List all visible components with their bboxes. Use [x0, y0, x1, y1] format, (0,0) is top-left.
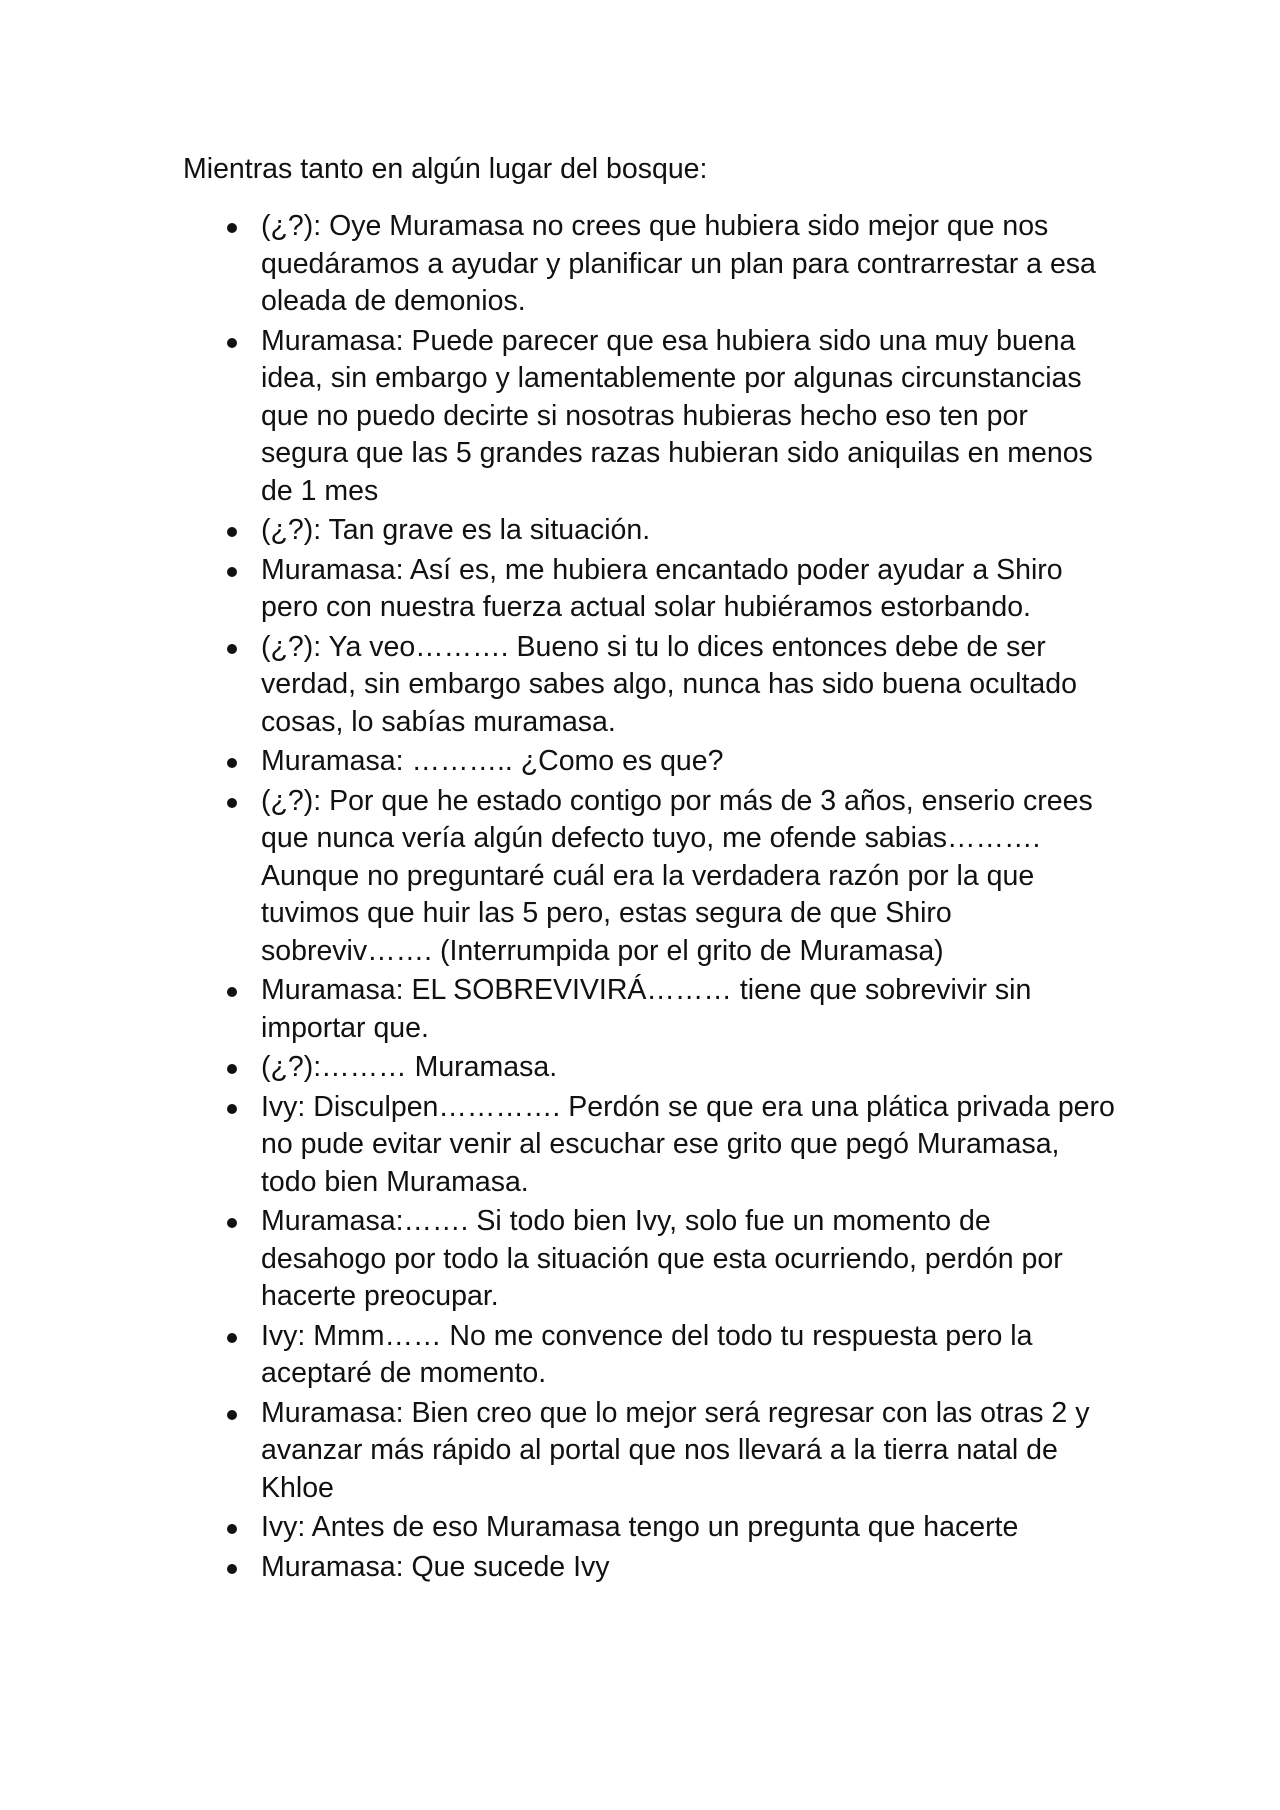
dialogue-text: Muramasa: Bien creo que lo mejor será regresar con las otras 2 y avanzar más rápido al portal que nos llevará a la tierra natal de Khloe — [261, 1396, 1090, 1504]
bullet-icon — [227, 567, 237, 577]
dialogue-line — [0, 743, 1121, 781]
bullet-icon — [227, 1410, 237, 1420]
bullet-icon — [227, 987, 237, 997]
bullet-icon — [227, 798, 237, 808]
dialogue-line — [0, 208, 1121, 321]
dialogue-line — [0, 323, 1121, 511]
dialogue-text: (¿?): Oye Muramasa no crees que hubiera sido mejor que nos quedáramos a ayudar y planificar un plan para contrarrestar a esa oleada de demonios. — [261, 210, 1096, 317]
dialogue-line — [0, 1203, 1121, 1316]
dialogue-text: Ivy: Antes de eso Muramasa tengo un pregunta que hacerte — [261, 1511, 1019, 1543]
dialogue-line — [0, 783, 1121, 971]
dialogue-line — [0, 1549, 1121, 1587]
dialogue-text: Muramasa: Que sucede Ivy — [261, 1550, 610, 1583]
bullet-icon — [227, 1064, 237, 1074]
dialogue-line — [0, 512, 1121, 550]
dialogue-text: Muramasa:……. Si todo bien Ivy, solo fue un momento de desahogo por todo la situación que esta ocurriendo, perdón por hacerte preocupar. — [261, 1205, 1063, 1312]
bullet-icon — [227, 1524, 237, 1534]
bullet-icon — [227, 527, 237, 537]
dialogue-text: Ivy: Mmm…… No me convence del todo tu respuesta pero la aceptaré de momento. — [261, 1319, 1033, 1389]
dialogue-line — [0, 1089, 1121, 1202]
dialogue-list — [0, 208, 1280, 1588]
bullet-icon — [227, 758, 237, 768]
bullet-icon — [227, 338, 237, 348]
dialogue-text: (¿?): Tan grave es la situación. — [261, 514, 651, 546]
dialogue-line — [0, 1395, 1121, 1508]
scene-intro: Mientras tanto en algún lugar del bosque: — [183, 153, 708, 185]
dialogue-text: Muramasa: Así es, me hubiera encantado poder ayudar a Shiro pero con nuestra fuerza actual solar hubiéramos estorbando. — [261, 553, 1063, 623]
bullet-icon — [227, 223, 237, 233]
bullet-icon — [227, 1104, 237, 1114]
bullet-icon — [227, 1333, 237, 1343]
dialogue-line — [0, 629, 1121, 742]
bullet-icon — [227, 1218, 237, 1228]
dialogue-line — [0, 972, 1121, 1047]
dialogue-text: Muramasa: EL SOBREVIVIRÁ……… tiene que sobrevivir sin importar que. — [261, 974, 1032, 1044]
dialogue-text: (¿?):……… Muramasa. — [261, 1051, 558, 1083]
bullet-icon — [227, 644, 237, 654]
dialogue-text: Ivy: Disculpen…………. Perdón se que era una plática privada pero no pude evitar venir al escuchar ese grito que pegó Muramasa, todo bien Muramasa. — [261, 1090, 1115, 1198]
dialogue-line — [0, 1509, 1121, 1547]
dialogue-line — [0, 1049, 1121, 1087]
dialogue-text: (¿?): Por que he estado contigo por más de 3 años, enserio crees que nunca vería algún defecto tuyo, me ofende sabias………. Aunque no preguntaré cuál era la verdadera razón por la que tuvimos que huir las 5 pero, estas segura de que Shiro sobreviv……. (Interrumpida por el grito de Muramasa) — [261, 784, 1093, 967]
bullet-icon — [227, 1564, 237, 1574]
dialogue-line — [0, 552, 1121, 627]
dialogue-text: Muramasa: Puede parecer que esa hubiera sido una muy buena idea, sin embargo y lamentablemente por algunas circunstancias que no puedo decirte si nosotras hubieras hecho eso ten por segura que las 5 grandes razas hubieran sido aniquilas en menos de 1 mes — [261, 324, 1093, 507]
dialogue-text: (¿?): Ya veo………. Bueno si tu lo dices entonces debe de ser verdad, sin embargo sabes algo, nunca has sido buena ocultado cosas, lo sabías muramasa. — [261, 630, 1077, 738]
dialogue-text: Muramasa: ……….. ¿Como es que? — [261, 745, 724, 777]
dialogue-line — [0, 1318, 1121, 1393]
